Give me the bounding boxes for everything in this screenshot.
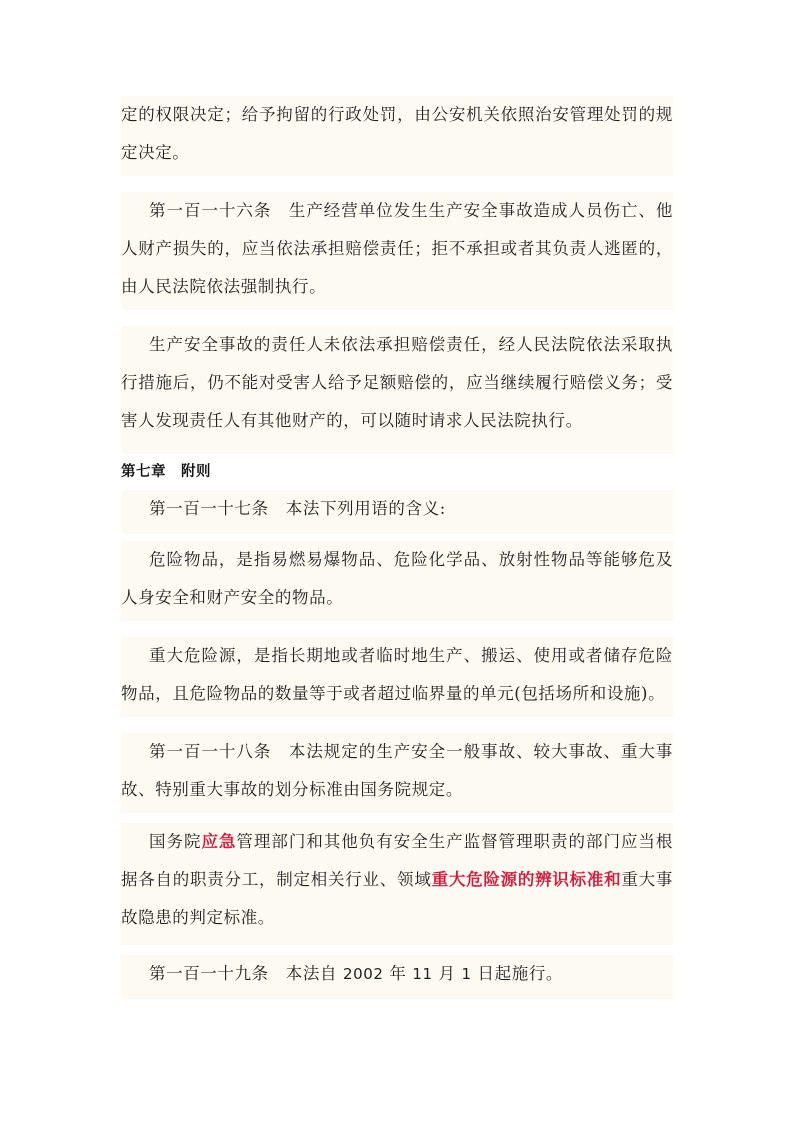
text-run: 管理部门和其他负有安全生产监督管理职责的部门应当根据各自的职责分工，制定相关行业、领域 bbox=[121, 832, 673, 889]
highlight-hazard-standard: 重大危险源的辨识标准和 bbox=[431, 870, 622, 889]
article-117: 第一百一十七条 本法下列用语的含义: bbox=[149, 499, 446, 518]
effective-month: 11 bbox=[412, 965, 433, 983]
paragraph-block bbox=[121, 192, 673, 310]
chapter-heading: 第七章 附则 bbox=[121, 459, 673, 485]
paragraph-block bbox=[121, 490, 673, 534]
text-run: 日起施行。 bbox=[477, 964, 564, 983]
paragraph-block bbox=[121, 96, 673, 176]
article-118: 第一百一十八条 本法规定的生产安全一般事故、较大事故、重大事故、特别重大事故的划分标准由国务院规定。 bbox=[121, 742, 673, 799]
paragraph-block bbox=[121, 326, 673, 454]
text-run: 第一百一十九条 本法自 bbox=[149, 964, 338, 983]
paragraph-penalty-authority: 定的权限决定；给予拘留的行政处罚，由公安机关依照治安管理处罚的规定决定。 bbox=[121, 105, 673, 162]
text-run: 国务院 bbox=[149, 832, 202, 851]
effective-year: 2002 bbox=[342, 965, 384, 983]
text-run: 重大事故隐患的判定标准。 bbox=[121, 870, 673, 927]
paragraph-block bbox=[121, 637, 673, 717]
liability-paragraph: 生产安全事故的责任人未依法承担赔偿责任，经人民法院依法采取执行措施后，仍不能对受害人给予足额赔偿的，应当继续履行赔偿义务；受害人发现责任人有其他财产的，可以随时请求人民法院执行。 bbox=[121, 335, 673, 430]
article-119 bbox=[121, 955, 673, 993]
article-116: 第一百一十六条 生产经营单位发生生产安全事故造成人员伤亡、他人财产损失的，应当依法承担赔偿责任；拒不承担或者其负责人逃匿的，由人民法院依法强制执行。 bbox=[121, 201, 673, 296]
text-run: 年 bbox=[389, 964, 407, 983]
highlight-emergency: 应急 bbox=[201, 832, 237, 851]
text-run: 月 bbox=[438, 964, 456, 983]
paragraph-block bbox=[121, 823, 673, 945]
effective-day: 1 bbox=[461, 965, 472, 983]
definition-major-hazard: 重大危险源，是指长期地或者临时地生产、搬运、使用或者储存危险物品，且危险物品的数量等于或者超过临界量的单元(包括场所和设施)。 bbox=[121, 646, 673, 703]
definition-dangerous-goods: 危险物品，是指易燃易爆物品、危险化学品、放射性物品等能够危及人身安全和财产安全的物品。 bbox=[121, 550, 673, 607]
paragraph-block bbox=[121, 955, 673, 999]
standards-paragraph bbox=[121, 823, 673, 937]
paragraph-block bbox=[121, 541, 673, 621]
paragraph-block bbox=[121, 733, 673, 813]
